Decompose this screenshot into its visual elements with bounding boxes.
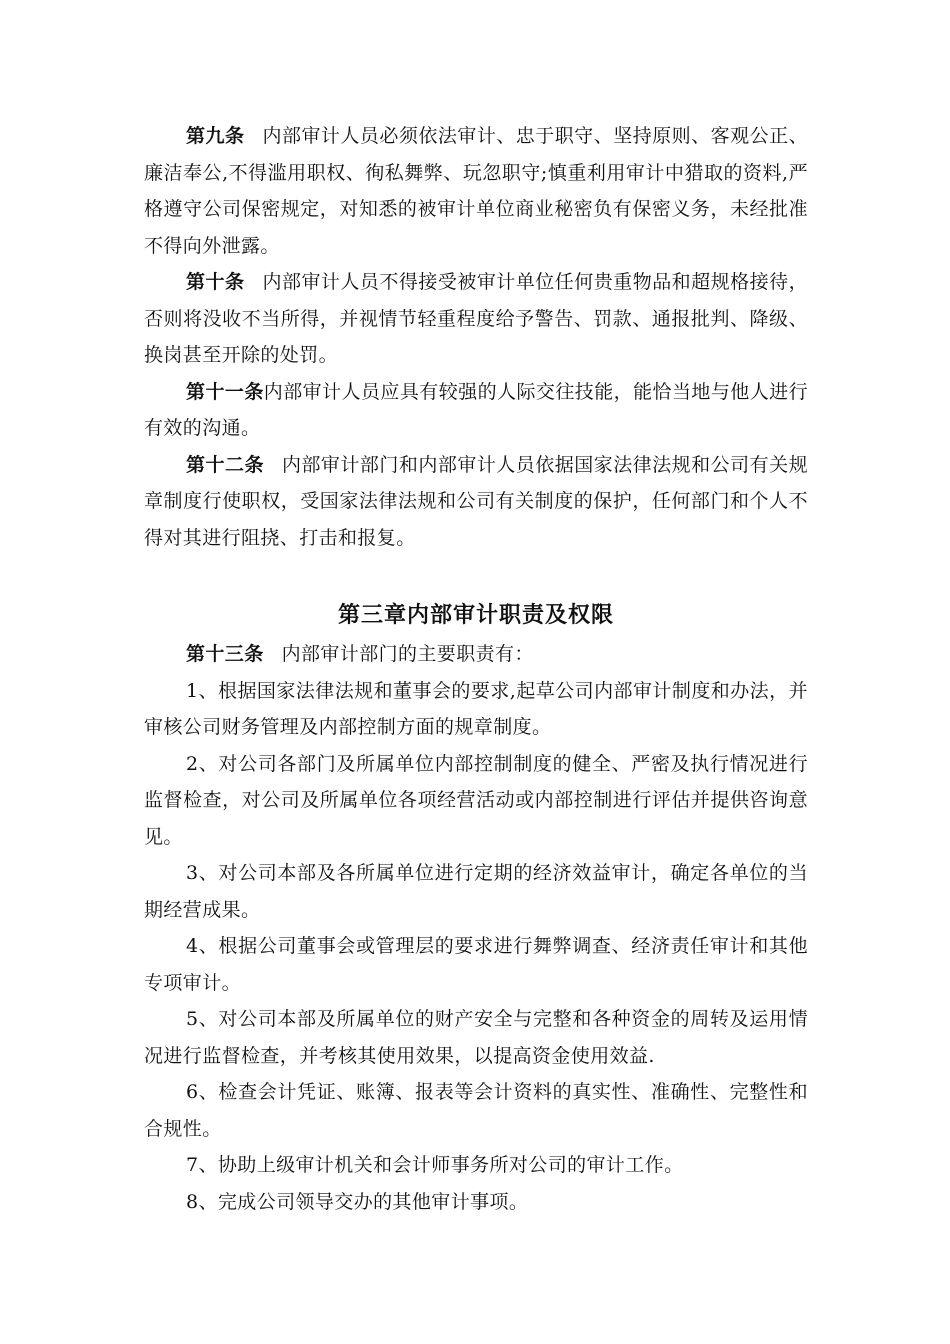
article-label: 第十条 — [186, 271, 245, 293]
chapter-title: 第三章内部审计职责及权限 — [337, 603, 614, 628]
duty-item-2: 2、对公司各部门及所属单位内部控制制度的健全、严密及执行情况进行监督检查，对公司及所属单位各项经营活动或内部控制进行评估并提供咨询意见。 — [144, 752, 808, 848]
article-text: 内部审计部门的主要职责有： — [281, 643, 534, 665]
article-11 — [144, 374, 808, 447]
document-body — [144, 118, 808, 1220]
article-label: 第十三条 — [186, 643, 264, 665]
duty-item-5: 5、对公司本部及所属单位的财产安全与完整和各种资金的周转及运用情况进行监督检查，并考核其使用效果，以提高资金使用效益. — [144, 1008, 808, 1067]
duty-item-1: 1、根据国家法律法规和董事会的要求,起草公司内部审计制度和办法，并审核公司财务管理及内部控制方面的规章制度。 — [144, 679, 808, 738]
article-label: 第十一条 — [186, 380, 264, 403]
article-12 — [144, 447, 808, 557]
duty-item-6: 6、检查会计凭证、账簿、报表等会计资料的真实性、准确性、完整性和合规性。 — [144, 1081, 808, 1140]
article-text: 内部审计部门和内部审计人员依据国家法律法规和公司有关规章制度行使职权，受国家法律法规和公司有关制度的保护，任何部门和个人不得对其进行阻挠、打击和报复。 — [144, 453, 808, 549]
duty-item-4: 4、根据公司董事会或管理层的要求进行舞弊调查、经济责任审计和其他专项审计。 — [144, 935, 808, 994]
duty-item-8: 8、完成公司领导交办的其他审计事项。 — [186, 1190, 529, 1213]
article-label: 第十二条 — [186, 453, 264, 476]
article-13 — [144, 636, 808, 673]
article-9 — [144, 118, 808, 264]
article-10 — [144, 264, 808, 374]
article-label: 第九条 — [186, 125, 245, 147]
article-text: 内部审计人员应具有较强的人际交往技能，能恰当地与他人进行有效的沟通。 — [144, 380, 809, 439]
article-text: 内部审计人员必须依法审计、忠于职守、坚持原则、客观公正、廉洁奉公,不得滥用职权、徇私舞弊、玩忽职守;慎重利用审计中猎取的资料,严格遵守公司保密规定，对知悉的被审计单位商业秘密负有保密义务，未经批准不得向外泄露。 — [144, 125, 809, 257]
duty-item-3: 3、对公司本部及各所属单位进行定期的经济效益审计，确定各单位的当期经营成果。 — [144, 862, 808, 921]
duty-item-7: 7、协助上级审计机关和会计师事务所对公司的审计工作。 — [186, 1154, 684, 1176]
article-text: 内部审计人员不得接受被审计单位任何贵重物品和超规格接待，否则将没收不当所得，并视情节轻重程度给予警告、罚款、通报批判、降级、换岗甚至开除的处罚。 — [144, 271, 809, 366]
